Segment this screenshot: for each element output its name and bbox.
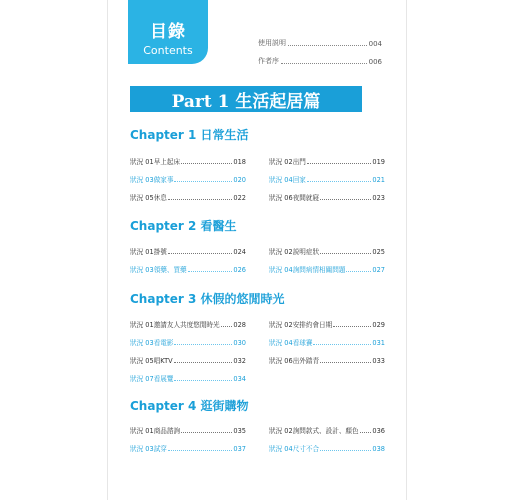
entry-title: 領藥、買藥 xyxy=(153,266,187,274)
entry-page: 024 xyxy=(233,248,246,256)
toc-entry xyxy=(130,319,246,329)
dot-leader xyxy=(168,450,233,451)
chapter-title: Chapter 3 休假的悠閒時光 xyxy=(130,292,285,306)
entry-page: 027 xyxy=(372,266,385,274)
dot-leader xyxy=(174,362,233,363)
entry-page: 019 xyxy=(372,158,385,166)
tab-title: 目錄 xyxy=(150,22,186,42)
dot-leader xyxy=(320,253,371,254)
entry-title: 早上起床 xyxy=(153,158,181,166)
dot-leader xyxy=(188,271,233,272)
toc-entry xyxy=(130,246,246,256)
entry-page: 018 xyxy=(233,158,246,166)
entry-number: 狀況 01 xyxy=(130,427,154,435)
entry-title: 尺寸不合 xyxy=(292,445,320,453)
toc-entry xyxy=(130,156,246,166)
entry-number: 狀況 02 xyxy=(269,158,293,166)
toc-entry xyxy=(269,443,385,453)
dot-leader xyxy=(168,199,233,200)
tab-subtitle: Contents xyxy=(143,44,193,57)
chapter-title: Chapter 2 看醫生 xyxy=(130,219,237,233)
entry-title: 安排約會日期 xyxy=(292,321,333,329)
entry-title: 邀請友人共度悠閒時光 xyxy=(153,321,220,329)
entry-number: 狀況 06 xyxy=(269,194,293,202)
entry-number: 狀況 03 xyxy=(130,339,154,347)
front-matter-label: 作者序 xyxy=(258,57,279,65)
entry-title: 出門 xyxy=(292,158,306,166)
toc-entry xyxy=(130,425,246,435)
entry-title: 看展覽 xyxy=(153,375,174,383)
dot-leader xyxy=(307,163,372,164)
dot-leader xyxy=(281,63,367,64)
dot-leader xyxy=(181,432,232,433)
dot-leader xyxy=(320,450,371,451)
toc-entry xyxy=(269,337,385,347)
contents-tab xyxy=(128,0,208,64)
dot-leader xyxy=(174,344,232,345)
chapter-title: Chapter 4 逛街購物 xyxy=(130,399,249,413)
front-matter-page: 006 xyxy=(368,58,382,66)
entry-page: 031 xyxy=(372,339,385,347)
entry-page: 029 xyxy=(372,321,385,329)
entry-title: 夜間就寢 xyxy=(292,194,320,202)
chapter-title: Chapter 1 日常生活 xyxy=(130,128,249,142)
entry-number: 狀況 01 xyxy=(130,248,154,256)
dot-leader xyxy=(320,362,371,363)
entry-number: 狀況 02 xyxy=(269,321,293,329)
dot-leader xyxy=(288,45,367,46)
entry-title: 做家事 xyxy=(153,176,174,184)
entry-title: 看球賽 xyxy=(292,339,313,347)
entry-title: 出外踏青 xyxy=(292,357,320,365)
entry-page: 038 xyxy=(372,445,385,453)
toc-entry xyxy=(130,174,246,184)
entry-page: 021 xyxy=(372,176,385,184)
toc-entry xyxy=(269,355,385,365)
front-matter-page: 004 xyxy=(368,40,382,48)
entry-title: 看電影 xyxy=(153,339,174,347)
entry-number: 狀況 03 xyxy=(130,266,154,274)
toc-entry xyxy=(269,319,385,329)
entry-page: 020 xyxy=(233,176,246,184)
entry-number: 狀況 05 xyxy=(130,194,154,202)
entry-number: 狀況 07 xyxy=(130,375,154,383)
entry-page: 034 xyxy=(233,375,246,383)
entry-number: 狀況 04 xyxy=(269,176,293,184)
entry-page: 036 xyxy=(372,427,385,435)
entry-number: 狀況 03 xyxy=(130,445,154,453)
toc-entry xyxy=(130,373,246,383)
front-matter-label: 使用説明 xyxy=(258,39,286,47)
toc-entry xyxy=(130,443,246,453)
entry-number: 狀況 04 xyxy=(269,266,293,274)
dot-leader xyxy=(221,326,233,327)
toc-entry xyxy=(269,425,385,435)
entry-number: 狀況 03 xyxy=(130,176,154,184)
dot-leader xyxy=(313,344,371,345)
entry-title: 回家 xyxy=(292,176,306,184)
entry-number: 狀況 06 xyxy=(269,357,293,365)
entry-number: 狀況 01 xyxy=(130,321,154,329)
entry-title: 試穿 xyxy=(153,445,167,453)
part-banner: Part 1 生活起居篇 xyxy=(130,86,362,112)
toc-entry xyxy=(130,264,246,274)
entry-number: 狀況 04 xyxy=(269,339,293,347)
front-matter-item xyxy=(258,38,382,48)
entry-title: 詢問款式、設計、顏色 xyxy=(292,427,359,435)
entry-title: 掛號 xyxy=(153,248,167,256)
entry-number: 狀況 02 xyxy=(269,427,293,435)
entry-number: 狀況 05 xyxy=(130,357,154,365)
entry-page: 033 xyxy=(372,357,385,365)
toc-entry xyxy=(269,156,385,166)
entry-page: 030 xyxy=(233,339,246,347)
dot-leader xyxy=(320,199,371,200)
dot-leader xyxy=(168,253,233,254)
entry-title: 休息 xyxy=(153,194,167,202)
entry-page: 025 xyxy=(372,248,385,256)
entry-page: 032 xyxy=(233,357,246,365)
entry-title: 説明症狀 xyxy=(292,248,320,256)
toc-entry xyxy=(269,174,385,184)
entry-title: 唱KTV xyxy=(153,357,173,365)
dot-leader xyxy=(346,271,371,272)
entry-page: 037 xyxy=(233,445,246,453)
dot-leader xyxy=(360,432,372,433)
dot-leader xyxy=(174,380,232,381)
entry-number: 狀況 02 xyxy=(269,248,293,256)
entry-page: 035 xyxy=(233,427,246,435)
toc-entry xyxy=(269,264,385,274)
entry-title: 詢問病情相關問題 xyxy=(292,266,346,274)
toc-entry xyxy=(130,355,246,365)
toc-entry xyxy=(130,337,246,347)
entry-number: 狀況 04 xyxy=(269,445,293,453)
dot-leader xyxy=(333,326,371,327)
dot-leader xyxy=(174,181,232,182)
dot-leader xyxy=(307,181,372,182)
toc-entry xyxy=(269,192,385,202)
entry-page: 028 xyxy=(233,321,246,329)
toc-entry xyxy=(130,192,246,202)
dot-leader xyxy=(181,163,232,164)
entry-page: 023 xyxy=(372,194,385,202)
front-matter-item xyxy=(258,56,382,66)
entry-title: 商品諮詢 xyxy=(153,427,181,435)
entry-number: 狀況 01 xyxy=(130,158,154,166)
toc-entry xyxy=(269,246,385,256)
entry-page: 026 xyxy=(233,266,246,274)
entry-page: 022 xyxy=(233,194,246,202)
